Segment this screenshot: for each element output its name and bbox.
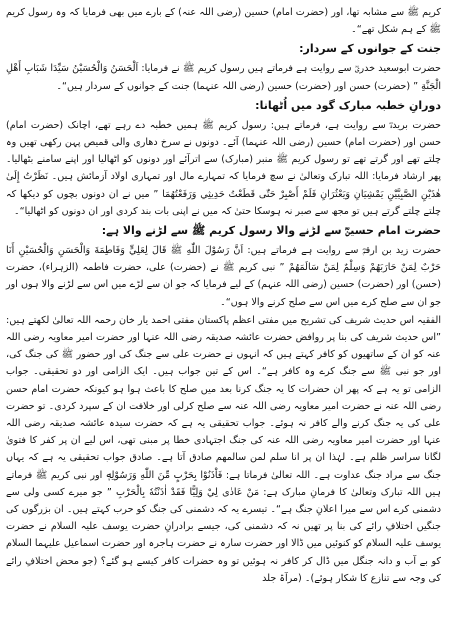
paragraph-abu-saeed: حضرت ابوسعید خدریؓ سے روایت ہے فرماتے ہیں رسول کریم ﷺ نے فرمایا: اَلْحَسَنُ وَالْحُسَيْنُ سَيِّدَا شَبَابِ أَهْلِ الْجَنَّةِ ” (حضرت) حسن اور (حضرت) حسین (رضی اللہ عنہما) جنت کے جوانوں کے سردار ہیں“۔ xyxy=(6,63,441,92)
heading-war-and-peace: حضرت امام حسینؓ سے لڑنے والا رسول کریم ﷺ سے لڑنے والا ہے: xyxy=(101,224,441,238)
paragraph-opening: کریم ﷺ سے مشابہ تھا، اور (حضرت امام) حسین (رضی اللہ عنہ) کے بارے میں بھی فرمایا کہ وہ رسول کریم ﷺ کے ہم شکل تھے“۔ xyxy=(6,7,441,36)
paragraph-buraidah: حضرت بریدہؓ سے روایت ہے، فرماتے ہیں: رسول کریم ﷺ ہمیں خطبہ دے رہے تھے، اچانک (حضرت امام) حسن اور (حضرت امام) حسین (رضی اللہ عنہما) آئے۔ دونوں نے سرخ دھاری والی قمیص پہن رکھی تھیں وہ چلتے تھے اور گرتے تھے تو رسول کریم ﷺ منبر (مبارک) سے اترآئے اور دونوں کو اٹھالیا اور اپنے سامنے بٹھالیا۔ پھر ارشاد فرمایا: اللہ تبارک وتعالیٰ نے سچ فرمایا کہ تمہارے مال اور تمہاری اولاد آزمائش ہیں۔ نَظَرْتُ إِلَىٰ هٰذَيْنِ الصَّبِيَّيْنِ يَمْشِيَانِ وَيَعْثُرَانِ فَلَمْ أَصْبِرْ حَتّٰى قَطَعْتُ حَدِيثِي وَرَفَعْتُهُمَا ” میں نے ان دونوں بچوں کو دیکھا کہ چلتے چلتے گرتے ہیں تو مجھ سے صبر نہ ہوسکا حتیٰ کہ میں نے اپنی بات بند کردی اور ان دونوں کو اٹھالیا“۔ xyxy=(6,119,441,217)
heading-youth-of-paradise: جنت کے جوانوں کے سردار: xyxy=(299,42,441,56)
paragraph-commentary: الفقیہ اس حدیث شریف کی تشریح میں مفتی اعظم پاکستان مفتی احمد یار خان رحمہ اللہ تعالیٰ لکھتے ہیں: ”اس حدیث شریف کی بنا پر روافض حضرت عائشہ صدیقہ رضی اللہ عنہا اور حضرت امیر معاویہ رضی اللہ عنہ کو ان کے ساتھیوں کو کافر کہتے ہیں کہ انہوں نے حضرت علی سے جنگ کی اور حضور ﷺ کی جنگ کی، اور جو نبی ﷺ سے جنگ کرے وہ کافر ہے“۔ اس کے تین جواب ہیں۔ ایک الزامی اور دو تحقیقی۔ جواب الزامی تو یہ ہے کہ پھر ان حضرات کا یہ جنگ کرنا بعد میں صلح کا باعث ہوا ہو کیونکہ حضرت امام حسن رضی اللہ عنہ نے حضرت امیر معاویہ رضی اللہ عنہ سے صلح کرلی اور خلافت ان کے سپرد کردی۔ تو حضرت علی کی یہ جنگ کرنے والے کافر نہ ہوئے۔ جواب تحقیقی یہ ہے کہ حضرت سیدہ عائشہ صدیقہ رضی اللہ عنہا اور حضرت امیر معاویہ رضی اللہ عنہ کی جنگ اجتہادی خطا پر مبنی تھی، اس لیے ان پر کفر کا فتویٰ لگانا سراسر ظلم ہے۔ لہٰذا ان پر انا سلم لمن سالمھم صادق آتا ہے۔ صادق جواب تحقیقی یہ ہے کہ یہاں جنگ سے مراد جنگ عداوت ہے۔ اللہ تعالیٰ فرماتا ہے: فَاْذَنُوْا بِحَرْبٍ مِّنَ اللّٰهِ وَرَسُوْلِهٖ اور نبی کریم ﷺ فرماتے ہیں اللہ تبارک وتعالیٰ کا فرمانِ مبارک ہے: مَنْ عَادٰى لِيْ وَلِيًّا فَقَدْ اٰذَنْتُهٗ بِالْحَرْبِ ” جو میرے کسی ولی سے دشمنی کرے اس سے میرا اعلانِ جنگ ہے“۔ تیسرے یہ کہ دشمنی کی جنگ کو حرب کہتے ہیں۔ ان بزرگوں کی جنگیں اختلافِ رائے کی بنا پر تھیں نہ کہ دشمنی کی، جیسے برادرانِ حضرت یوسف علیہ السلام نے حضرت یوسف علیہ السلام کو کنوئیں میں ڈالا اور حضرت سارہ نے حضرت ہاجرہ اور حضرت اسماعیل علیہما السلام کو بے آب و دانہ جنگل میں ڈال کر کافر نہ ہوئیں تو وہ حضرات کافر کیسے ہو گئے؟ (جو محض اختلافِ رائے کی وجہ سے تنازع کا شکار ہوئے)۔ (مرآۃ جلد xyxy=(6,314,441,584)
heading-sermon: دورانِ خطبہ مبارک گود میں اُٹھانا: xyxy=(255,98,441,112)
paragraph-zaid-bin-arqam: حضرت زید بن ارقمؓ سے روایت ہے فرماتے ہیں: اَنَّ رَسُوْلَ اللّٰهِ ﷺ قَالَ لِعَلِيٍّ وَفَاطِمَةَ وَالْحَسَنِ وَالْحُسَيْنِ أَنَا حَرْبٌ لِمَنْ حَارَبَهُمْ وَسِلْمٌ لِمَنْ سَالَمَهُمْ ” نبی کریم ﷺ نے (حضرت) علی، حضرت فاطمہ (الزہراء)، حضرت (حسن) اور (حضرت) حسین (رضی اللہ عنہم) کے لیے فرمایا کہ جو ان سے لڑے میں اس سے لڑنے والا ہوں اور جو ان سے صلح کرے میں اس سے صلح کرنے والا ہوں“۔ xyxy=(6,245,441,308)
